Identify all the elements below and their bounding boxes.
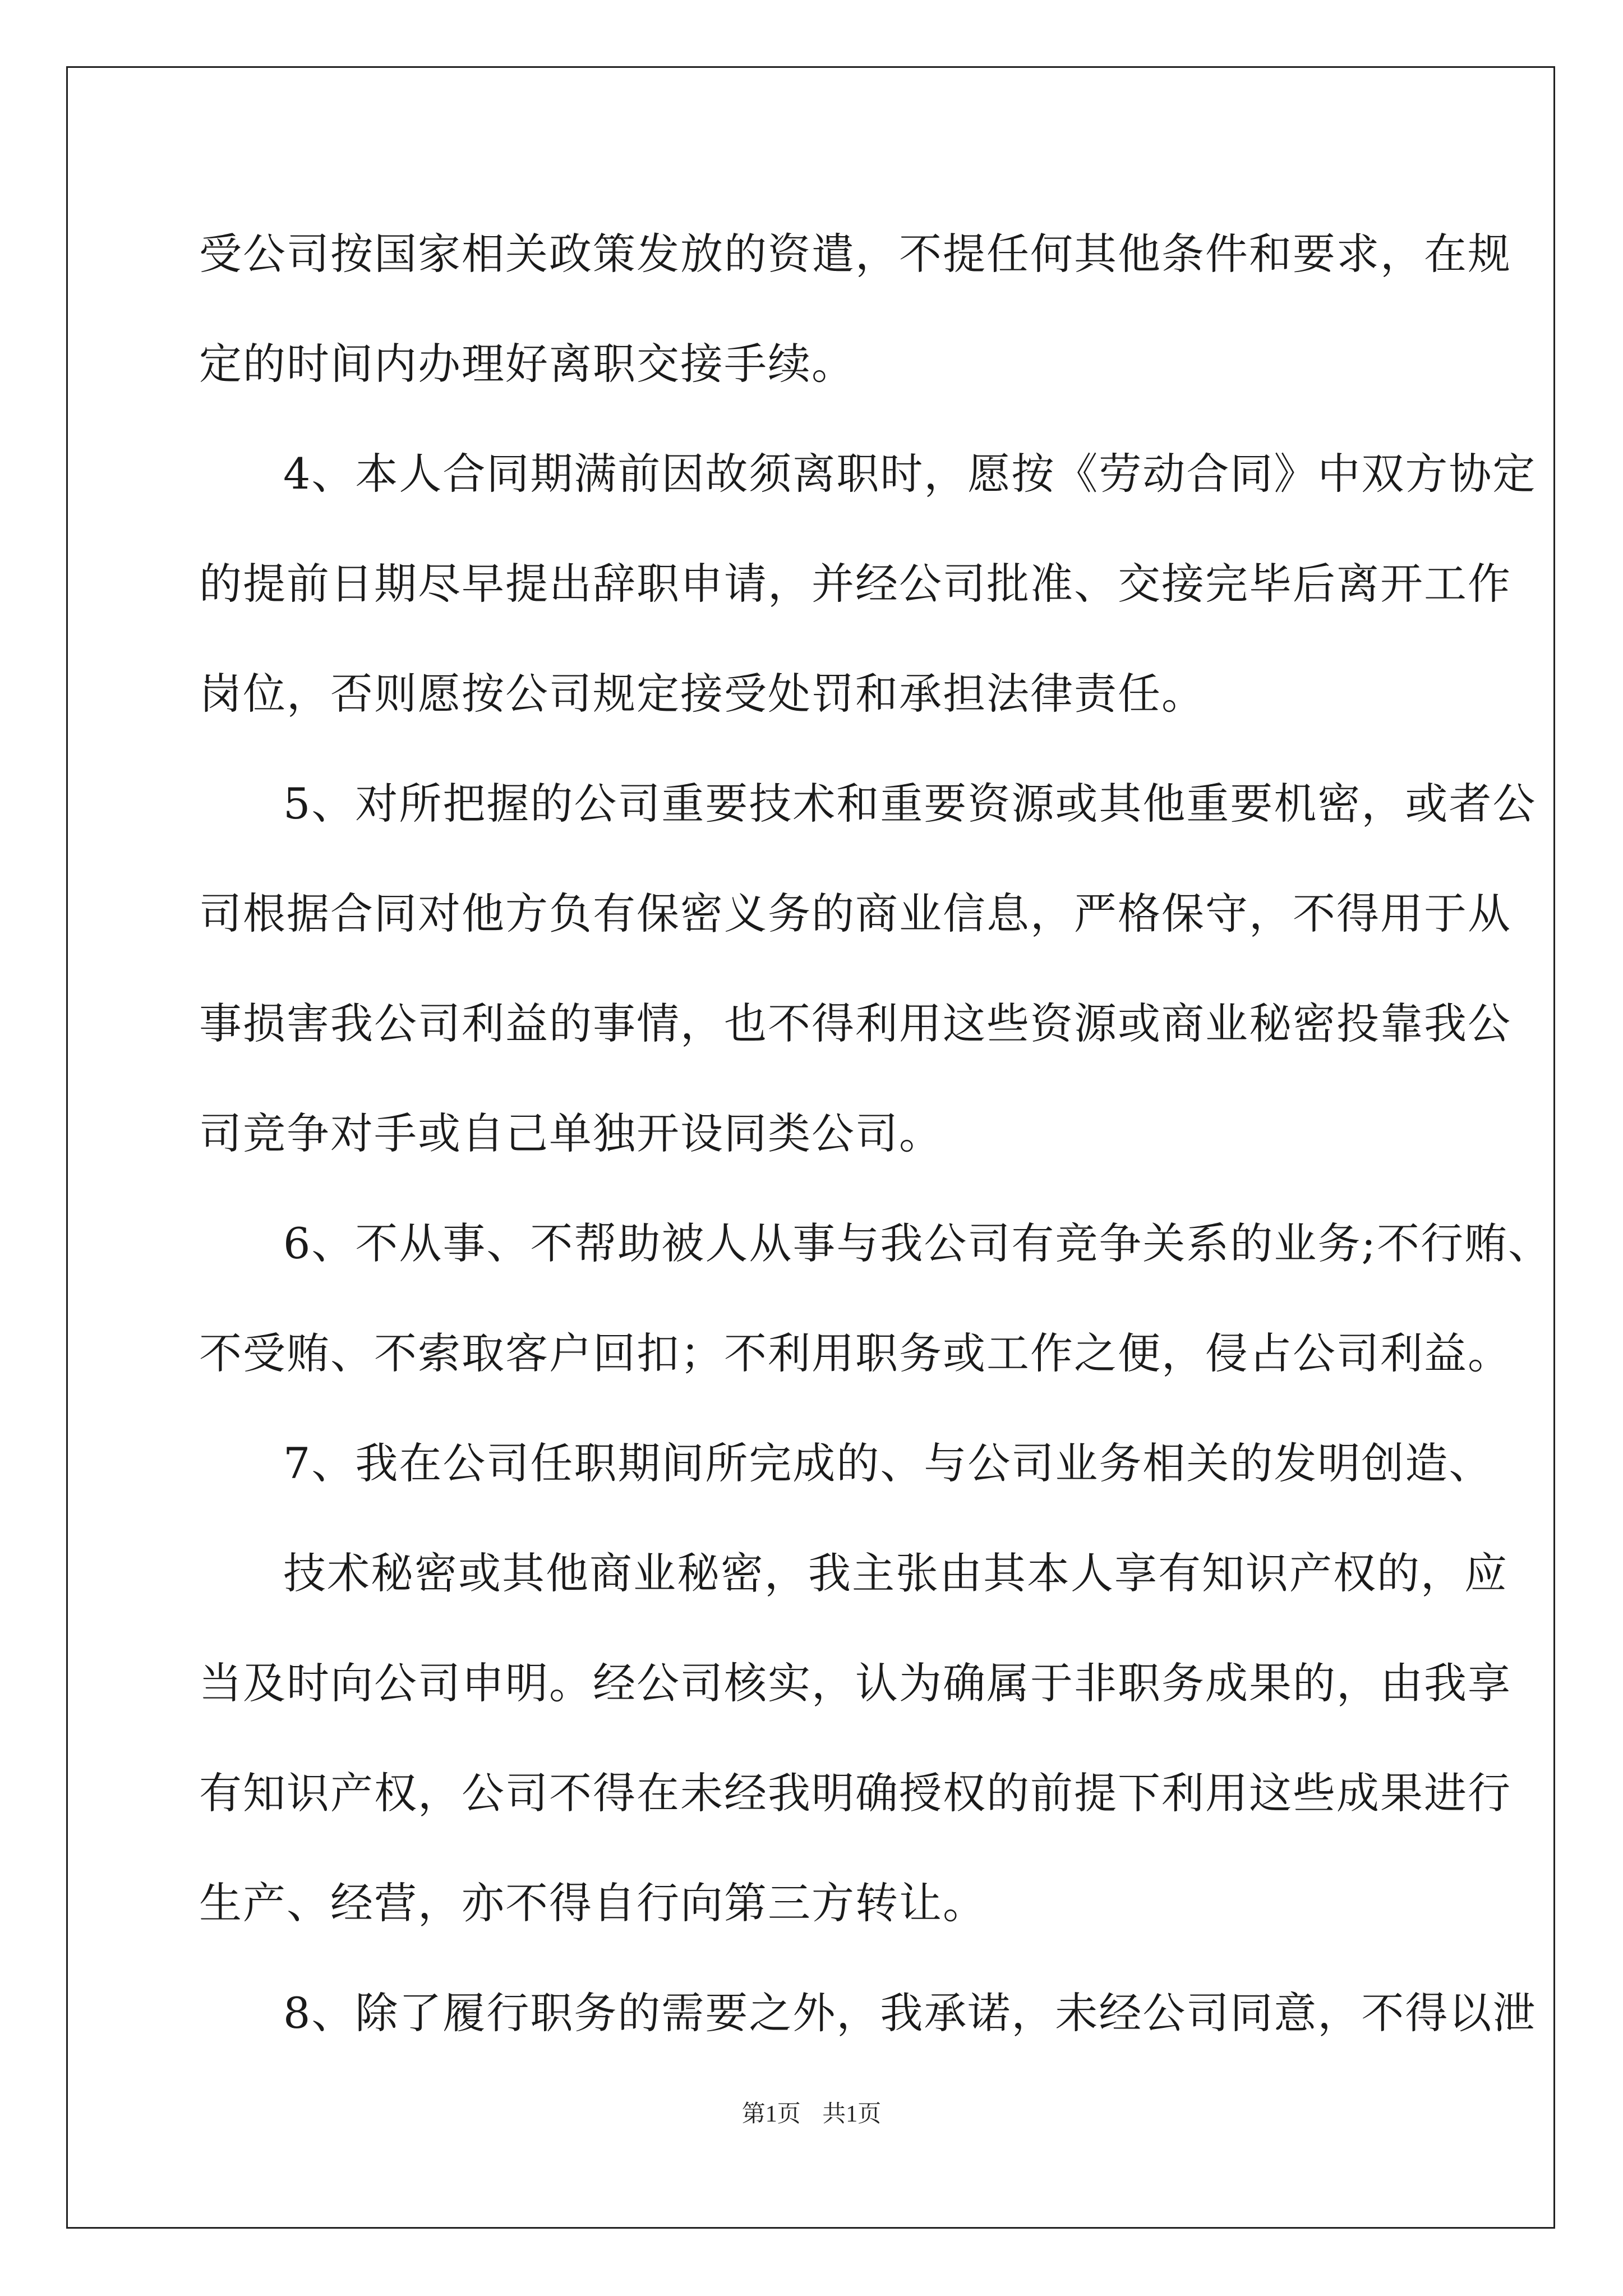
text-line: 7、我在公司任职期间所完成的、与公司业务相关的发明创造、: [283, 1438, 1493, 1488]
page-number: 第1页: [741, 2101, 801, 2127]
text-line: 司竞争对手或自己单独开设同类公司。: [199, 1108, 943, 1158]
page-total: 共1页: [822, 2101, 882, 2127]
text-line: 有知识产权，公司不得在未经我明确授权的前提下利用这些成果进行: [199, 1768, 1511, 1818]
text-line: 岗位，否则愿按公司规定接受处罚和承担法律责任。: [199, 669, 1205, 719]
text-line: 6、不从事、不帮助被人从事与我公司有竞争关系的业务;不行贿、: [283, 1218, 1552, 1268]
text-line: 不受贿、不索取客户回扣；不利用职务或工作之便，侵占公司利益。: [199, 1328, 1511, 1378]
text-line: 司根据合同对他方负有保密义务的商业信息，严格保守，不得用于从: [199, 889, 1511, 938]
text-line: 受公司按国家相关政策发放的资遣，不提任何其他条件和要求，在规: [199, 229, 1511, 279]
text-line: 8、除了履行职务的需要之外，我承诺，未经公司同意，不得以泄: [283, 1988, 1537, 2038]
text-line: 当及时向公司申明。经公司核实，认为确属于非职务成果的，由我享: [199, 1658, 1511, 1708]
text-line: 4、本人合同期满前因故须离职时，愿按《劳动合同》中双方协定: [283, 449, 1537, 499]
document-body: [199, 199, 1552, 2068]
text-line: 技术秘密或其他商业秘密，我主张由其本人享有知识产权的，应: [283, 1548, 1508, 1598]
text-line: 5、对所把握的公司重要技术和重要资源或其他重要机密，或者公: [283, 779, 1537, 829]
text-line: 事损害我公司利益的事情，也不得利用这些资源或商业秘密投靠我公: [199, 999, 1511, 1048]
text-line: 的提前日期尽早提出辞职申请，并经公司批准、交接完毕后离开工作: [199, 559, 1511, 609]
text-line: 定的时间内办理好离职交接手续。: [199, 339, 855, 389]
text-line: 生产、经营，亦不得自行向第三方转让。: [199, 1878, 986, 1928]
page-footer: [0, 2095, 1623, 2129]
